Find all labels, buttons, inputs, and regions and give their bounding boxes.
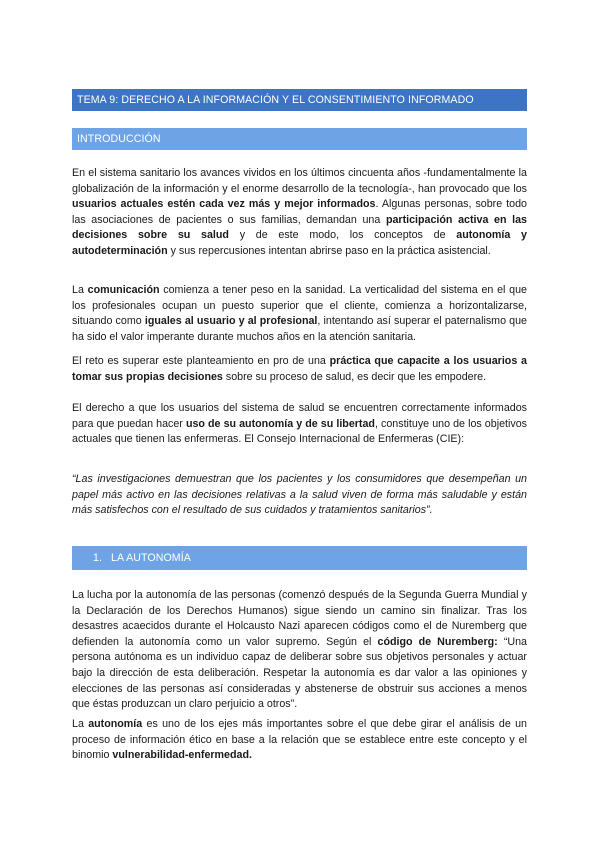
bold-text: autonomía xyxy=(88,718,143,730)
text: La xyxy=(72,284,88,296)
text: es uno de los ejes más importantes sobre el que debe girar el análisis de un proceso de información ético en base a la relación que se establece entre este concepto y el binomio xyxy=(72,718,527,762)
bold-text: uso de su autonomía y de su libertad xyxy=(185,417,375,430)
section-number: 1. xyxy=(93,552,103,564)
paragraph-1 xyxy=(72,166,527,260)
text: “Una persona autónoma es un individuo capaz de deliberar sobre sus objetivos personales y actuar bajo la dirección de esta deliberación. Respetar la autonomía es dar valor a las opiniones y elecciones de las personas así consideradas y abstenerse de obstruir sus acciones a menos que éstas produzcan un claro perjuicio a otros”. xyxy=(72,635,527,711)
text: El derecho a que los usuarios del sistema de salud se encuentren correctamente informados para que puedan hacer xyxy=(72,402,527,430)
introduction-heading: INTRODUCCIÓN xyxy=(77,133,161,145)
text: , intentando así superar el paternalismo que ha sido el valor imperante durante muchos años en la atención sanitaria. xyxy=(72,315,527,343)
text: . Algunas personas, sobre todo las asociaciones de pacientes o sus familias, demandan una xyxy=(72,198,527,226)
bold-text: autonomía y autodeterminación xyxy=(72,229,527,257)
text: El reto es superar este planteamiento en pro de una xyxy=(72,355,330,367)
chapter-title-bar xyxy=(72,89,527,111)
bold-text: código de Nuremberg: xyxy=(377,635,498,648)
section-1-heading-bar xyxy=(72,546,527,570)
bold-text: vulnerabilidad-enfermedad. xyxy=(112,749,252,762)
paragraph-4 xyxy=(72,401,527,448)
paragraph-3 xyxy=(72,354,527,385)
section-title: LA AUTONOMÍA xyxy=(111,552,191,564)
cie-quote: “Las investigaciones demuestran que los pacientes y los consumidores que desempeñan un papel más activo en las decisiones relativas a la salud viven de forma más saludable y están más satisfechos con el resultado de sus cuidados y tratamientos sanitarios”. xyxy=(72,473,527,517)
bold-text: participación activa en las decisiones sobre su salud xyxy=(72,213,527,242)
bold-text: práctica que capacite a los usuarios a tomar sus propias decisiones xyxy=(72,355,527,383)
text: , constituye uno de los objetivos actuales que tienen las enfermeras. El Consejo Internacional de Enfermeras (CIE): xyxy=(72,417,527,446)
chapter-title: TEMA 9: DERECHO A LA INFORMACIÓN Y EL CONSENTIMIENTO INFORMADO xyxy=(77,94,474,106)
text: La xyxy=(72,718,89,730)
bold-text: usuarios actuales estén cada vez más y mejor informados xyxy=(72,198,376,211)
paragraph-5 xyxy=(72,588,527,713)
text: comienza a tener peso en la sanidad. La verticalidad del sistema en el que los profesionales ocupan un puesto superior que el cliente, comienza a horizontalizarse, situando como xyxy=(72,284,527,328)
text: En el sistema sanitario los avances vividos en los últimos cincuenta años -fundamentalmente la globalización de la información y el enorme desarrollo de la tecnología-, han provocado que los xyxy=(72,167,527,195)
paragraph-2 xyxy=(72,283,527,345)
text: La lucha por la autonomía de las personas (comenzó después de la Segunda Guerra Mundial y la Declaración de los Derechos Humanos) sigue siendo un camino sin finalizar. Tras los desastres acaecidos durante el Holcausto Nazi aparecen códigos como el de Nuremberg que defienden la autonomía como un valor supremo. Según el xyxy=(72,589,527,648)
bold-text: iguales al usuario y al profesional xyxy=(144,315,318,328)
introduction-heading-bar xyxy=(72,128,527,150)
text: y sus repercusiones intentan abrirse paso en la práctica asistencial. xyxy=(167,244,491,257)
text: y de este modo, los conceptos de xyxy=(228,229,457,242)
text: sobre su proceso de salud, es decir que les empodere. xyxy=(222,370,487,383)
bold-text: comunicación xyxy=(87,284,160,296)
paragraph-6 xyxy=(72,717,527,764)
